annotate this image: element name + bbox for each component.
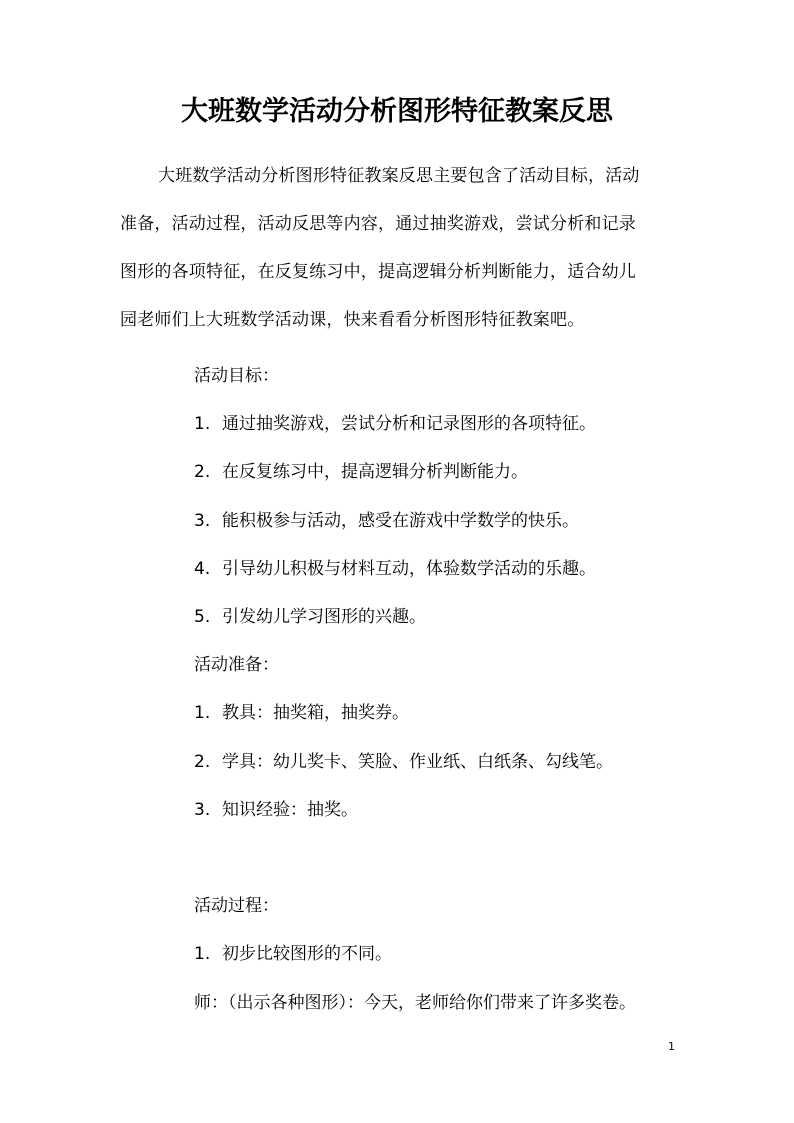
list-text: 通过抽奖游戏，尝试分析和记录图形的各项特征。 xyxy=(222,414,596,434)
prep-item xyxy=(194,701,409,725)
goals-heading: 活动目标： xyxy=(194,366,279,386)
prep-item xyxy=(194,750,613,774)
list-text: 初步比较图形的不同。 xyxy=(222,944,392,964)
list-number: 1. xyxy=(194,703,211,723)
process-heading: 活动过程： xyxy=(194,896,279,916)
goal-item xyxy=(194,605,426,629)
list-text: 教具：抽奖箱，抽奖券。 xyxy=(222,703,409,723)
list-text: 引发幼儿学习图形的兴趣。 xyxy=(222,607,426,627)
goal-item xyxy=(194,460,528,484)
process-dialogue: 师：（出示各种图形）：今天，老师给你们带来了许多奖卷。 xyxy=(194,993,636,1013)
intro-line: 大班数学活动分析图形特征教案反思主要包含了活动目标，活动 xyxy=(158,166,640,186)
goal-item xyxy=(194,557,596,581)
list-number: 4. xyxy=(194,559,211,579)
list-number: 3. xyxy=(194,511,211,531)
intro-line: 准备，活动过程，活动反思等内容，通过抽奖游戏，尝试分析和记录 xyxy=(120,214,636,234)
list-number: 3. xyxy=(194,800,211,820)
prep-item xyxy=(194,798,358,822)
list-text: 能积极参与活动，感受在游戏中学数学的快乐。 xyxy=(222,511,579,531)
list-number: 2. xyxy=(194,462,211,482)
intro-line: 图形的各项特征，在反复练习中，提高逻辑分析判断能力，适合幼儿 xyxy=(120,262,636,282)
list-text: 在反复练习中，提高逻辑分析判断能力。 xyxy=(222,462,528,482)
document-title: 大班数学活动分析图形特征教案反思 xyxy=(181,96,613,127)
list-number: 1. xyxy=(194,944,211,964)
prep-heading: 活动准备： xyxy=(194,655,279,675)
list-text: 知识经验：抽奖。 xyxy=(222,800,358,820)
process-item xyxy=(194,942,392,966)
list-text: 学具：幼儿奖卡、笑脸、作业纸、白纸条、勾线笔。 xyxy=(222,752,613,772)
intro-paragraph xyxy=(120,164,676,356)
goal-item xyxy=(194,412,596,436)
list-number: 5. xyxy=(194,607,211,627)
intro-line: 园老师们上大班数学活动课，快来看看分析图形特征教案吧。 xyxy=(120,310,585,330)
page-number: 1 xyxy=(668,1040,675,1053)
list-number: 1. xyxy=(194,414,211,434)
list-number: 2. xyxy=(194,752,211,772)
goal-item xyxy=(194,509,579,533)
list-text: 引导幼儿积极与材料互动，体验数学活动的乐趣。 xyxy=(222,559,596,579)
